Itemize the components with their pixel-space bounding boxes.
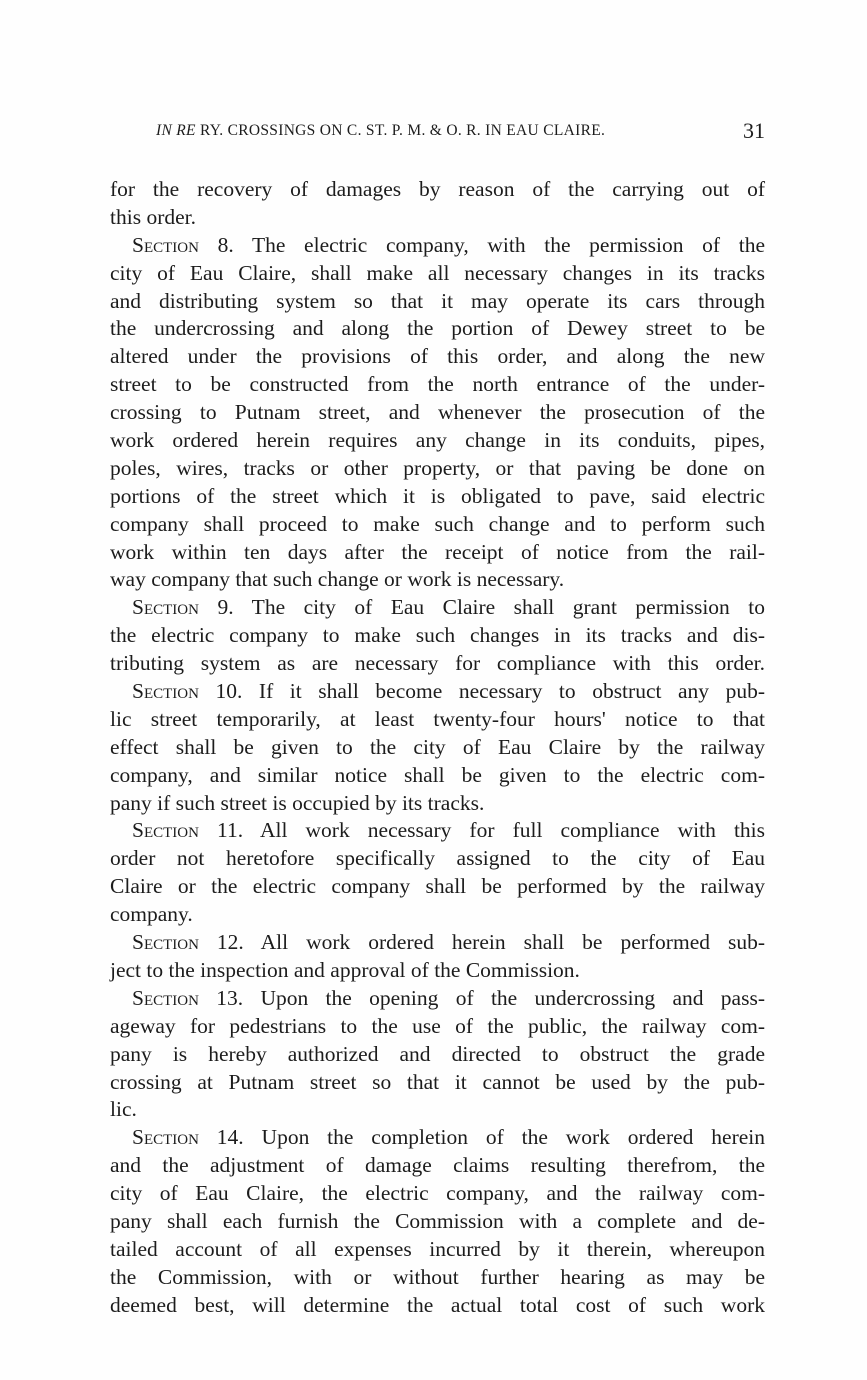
text-line: company shall proceed to make such change and to perform such [110,511,765,536]
running-head [110,118,765,148]
text-line: lic street temporarily, at least twenty-four hours' notice to that [110,706,765,731]
text-line: and the adjustment of damage claims resulting therefrom, the [110,1153,765,1178]
running-head-italic: IN RE [156,122,196,139]
text-line: for the recovery of damages by reason of the carrying out of [110,177,765,201]
text-span: Upon the completion of the work ordered herein [243,1125,766,1150]
text-line: crossing to Putnam street, and whenever the prosecution of the [110,400,765,425]
section-label: Section 9. [132,595,234,620]
running-head-title [156,122,605,140]
text-line [110,817,765,845]
text-span: All work ordered herein shall be performed sub- [243,930,765,955]
section-label: Section 8. [132,232,234,257]
text-line [110,985,765,1013]
text-line: poles, wires, tracks or other property, or that paving be done on [110,455,765,480]
paragraph-continuation [110,176,765,232]
text-line: tailed account of all expenses incurred by it therein, whereupon [110,1236,765,1261]
text-line: pany if such street is occupied by its tracks. [110,790,485,815]
text-span: All work necessary for full compliance with this [243,818,766,843]
text-line [110,232,765,260]
text-line [110,678,765,706]
section-label: Section 13. [132,985,244,1010]
text-span: The city of Eau Claire shall grant permission to [233,595,766,620]
text-span: If it shall become necessary to obstruct any pub- [242,679,765,704]
text-line: Claire or the electric company shall be performed by the railway [110,874,765,899]
text-line: pany is hereby authorized and directed to obstruct the grade [110,1041,765,1066]
text-line: deemed best, will determine the actual total cost of such work [110,1292,765,1317]
paragraph-section-8 [110,232,765,595]
running-head-rest: RY. CROSSINGS ON C. ST. P. M. & O. R. IN EAU CLAIRE. [195,122,606,139]
paragraph-section-12 [110,929,765,985]
section-label: Section 11. [132,818,244,843]
text-line: ject to the inspection and approval of the Commission. [110,957,580,982]
text-line: crossing at Putnam street so that it cannot be used by the pub- [110,1069,765,1094]
text-line: portions of the street which it is obligated to pave, said electric [110,483,765,508]
section-label: Section 10. [132,679,243,704]
text-line: company, and similar notice shall be given to the electric com- [110,762,765,787]
text-line: tributing system as are necessary for compliance with this order. [110,651,765,676]
page-number: 31 [743,118,765,143]
text-line [110,594,765,622]
text-line: pany shall each furnish the Commission with a complete and de- [110,1208,765,1233]
text-line: lic. [110,1097,137,1122]
text-line: order not heretofore specifically assigned to the city of Eau [110,846,765,871]
paragraph-section-13 [110,985,765,1124]
text-line: city of Eau Claire, shall make all necessary changes in its tracks [110,260,765,285]
text-line: the undercrossing and along the portion of Dewey street to be [110,316,765,341]
text-line: city of Eau Claire, the electric company, and the railway com- [110,1181,765,1206]
text-line: the Commission, with or without further hearing as may be [110,1264,765,1289]
body-text [110,176,765,1320]
text-line [110,929,765,957]
paragraph-section-10 [110,678,765,817]
text-span: Upon the opening of the undercrossing and pass- [243,985,765,1010]
text-line: company. [110,902,193,927]
text-line: way company that such change or work is necessary. [110,567,565,592]
text-line: and distributing system so that it may operate its cars through [110,288,765,313]
text-line: street to be constructed from the north entrance of the under- [110,372,765,397]
paragraph-section-14 [110,1124,765,1319]
text-span: The electric company, with the permission of the [233,232,765,257]
paragraph-section-9 [110,594,765,678]
paragraph-section-11 [110,817,765,929]
section-label: Section 14. [132,1125,244,1150]
text-line: ageway for pedestrians to the use of the public, the railway com- [110,1013,765,1038]
text-line: work within ten days after the receipt of notice from the rail- [110,539,765,564]
text-line: work ordered herein requires any change in its conduits, pipes, [110,428,765,453]
section-label: Section 12. [132,930,244,955]
text-line: altered under the provisions of this order, and along the new [110,344,765,369]
text-line: this order. [110,204,196,229]
text-line: the electric company to make such changes in its tracks and dis- [110,623,765,648]
text-line [110,1124,765,1152]
text-line: effect shall be given to the city of Eau Claire by the railway [110,734,765,759]
